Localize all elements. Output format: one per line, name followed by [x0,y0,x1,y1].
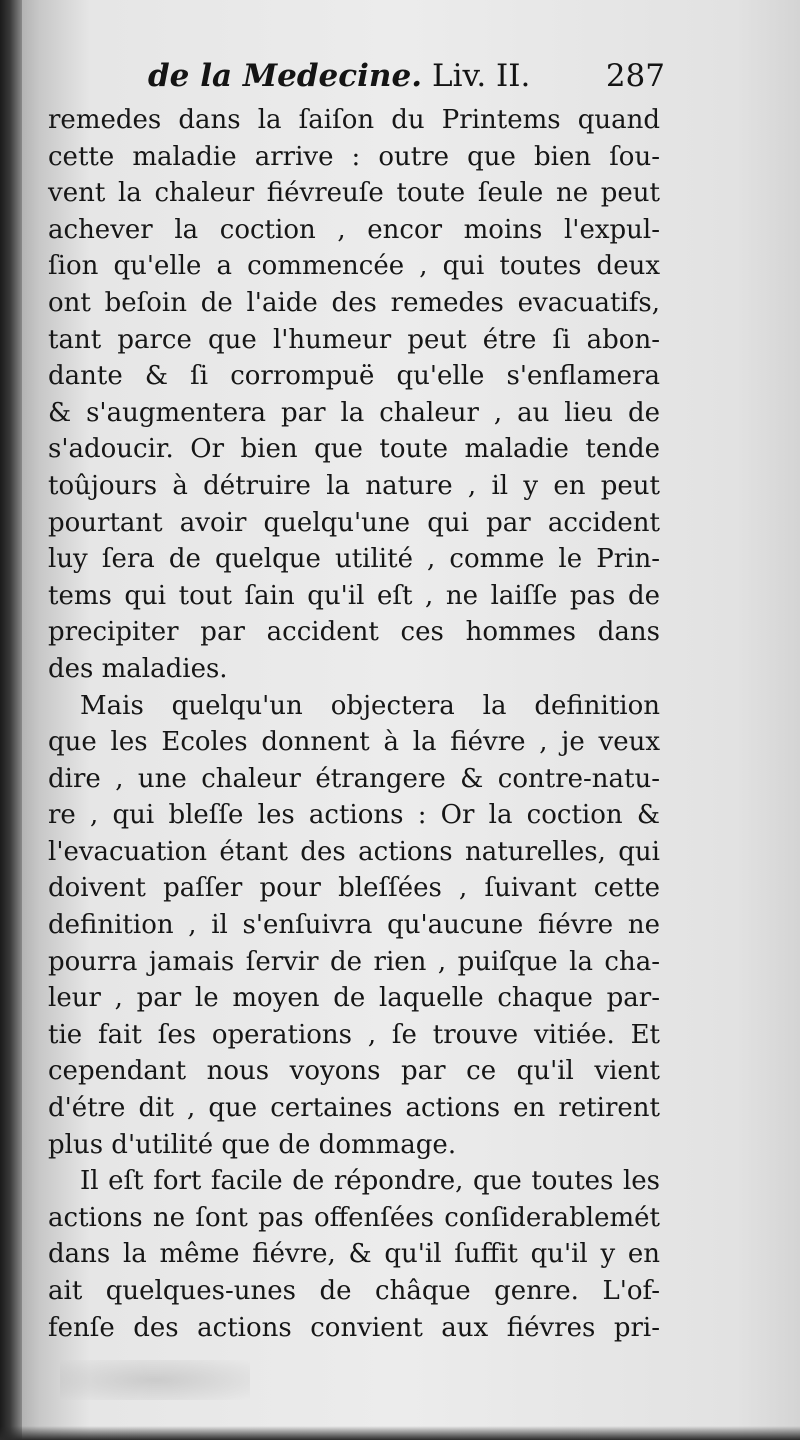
body-text [48,102,660,1346]
page-gutter-shadow [0,0,22,1440]
text-line: actions ne ſont pas offenſées conſiderablemét [48,1202,660,1233]
text-line: dire , une chaleur étrangere & contre-natu- [48,763,660,794]
text-line: tant parce que l'humeur peut étre ſi abon- [48,324,660,355]
paragraph-end-line: des maladies. [48,653,228,684]
page-bottom-shadow [0,1426,800,1440]
text-line: s'adoucir. Or bien que toute maladie tende [48,434,660,465]
paragraph-start-line: Mais quelqu'un objectera la definition [80,690,660,721]
text-line: & s'augmentera par la chaleur , au lieu de [48,397,660,428]
text-line: ont beſoin de l'aide des remedes evacuatifs, [48,287,660,318]
text-line: ait quelques-unes de châque genre. L'of- [48,1276,660,1306]
page-number: 287 [605,58,665,94]
text-line: cependant nous voyons par ce qu'il vient [48,1056,660,1087]
text-line: tie fait ſes operations , ſe trouve vitiée. Et [48,1019,660,1050]
book-reference: Liv. II. [432,58,531,94]
text-line: pourra jamais ſervir de rien , puiſque la cha- [48,946,660,977]
text-line: pourtant avoir quelqu'une qui par accident [48,507,660,538]
text-line: d'étre dit , que certaines actions en retirent [48,1093,660,1124]
text-line: dante & ſi corrompuë qu'elle s'enflamera [48,361,660,392]
text-line: achever la coction , encor moins l'expul- [48,214,660,245]
running-header [140,58,665,104]
text-line: dans la même fiévre, & qu'il ſuffit qu'il y en [48,1239,660,1270]
text-line: definition , il s'enſuivra qu'aucune fiévre ne [48,910,660,941]
text-line: que les Ecoles donnent à la fiévre , je veux [48,727,660,758]
paragraph-start-line: Il eſt fort facile de répondre, que toutes les [80,1166,660,1197]
text-line: vent la chaleur fiévreuſe toute ſeule ne peut [48,178,660,209]
text-line: toûjours à détruire la nature , il y en peut [48,470,660,501]
text-line: remedes dans la ſaiſon du Printems quand [48,105,660,135]
ink-smudge [60,1360,250,1400]
paragraph-end-line: plus d'utilité que de dommage. [48,1129,457,1160]
text-line: doivent paſſer pour bleſſées , ſuivant cette [48,873,660,904]
text-line: precipiter par accident ces hommes dans [48,617,660,648]
running-title: de la Medecine. [148,58,422,94]
text-line: re , qui bleſſe les actions : Or la coction & [48,800,660,831]
text-line: fenſe des actions convient aux fiévres pri- [48,1312,660,1343]
text-line: leur , par le moyen de laquelle chaque par- [48,983,660,1014]
text-line: cette maladie arrive : outre que bien ſou- [48,141,660,172]
text-line: ſion qu'elle a commencée , qui toutes deux [48,251,660,282]
text-line: tems qui tout ſain qu'il eſt , ne laiſſe pas de [48,580,660,611]
text-line: l'evacuation étant des actions naturelles, qui [48,836,660,867]
text-line: luy ſera de quelque utilité , comme le Prin- [48,544,660,575]
